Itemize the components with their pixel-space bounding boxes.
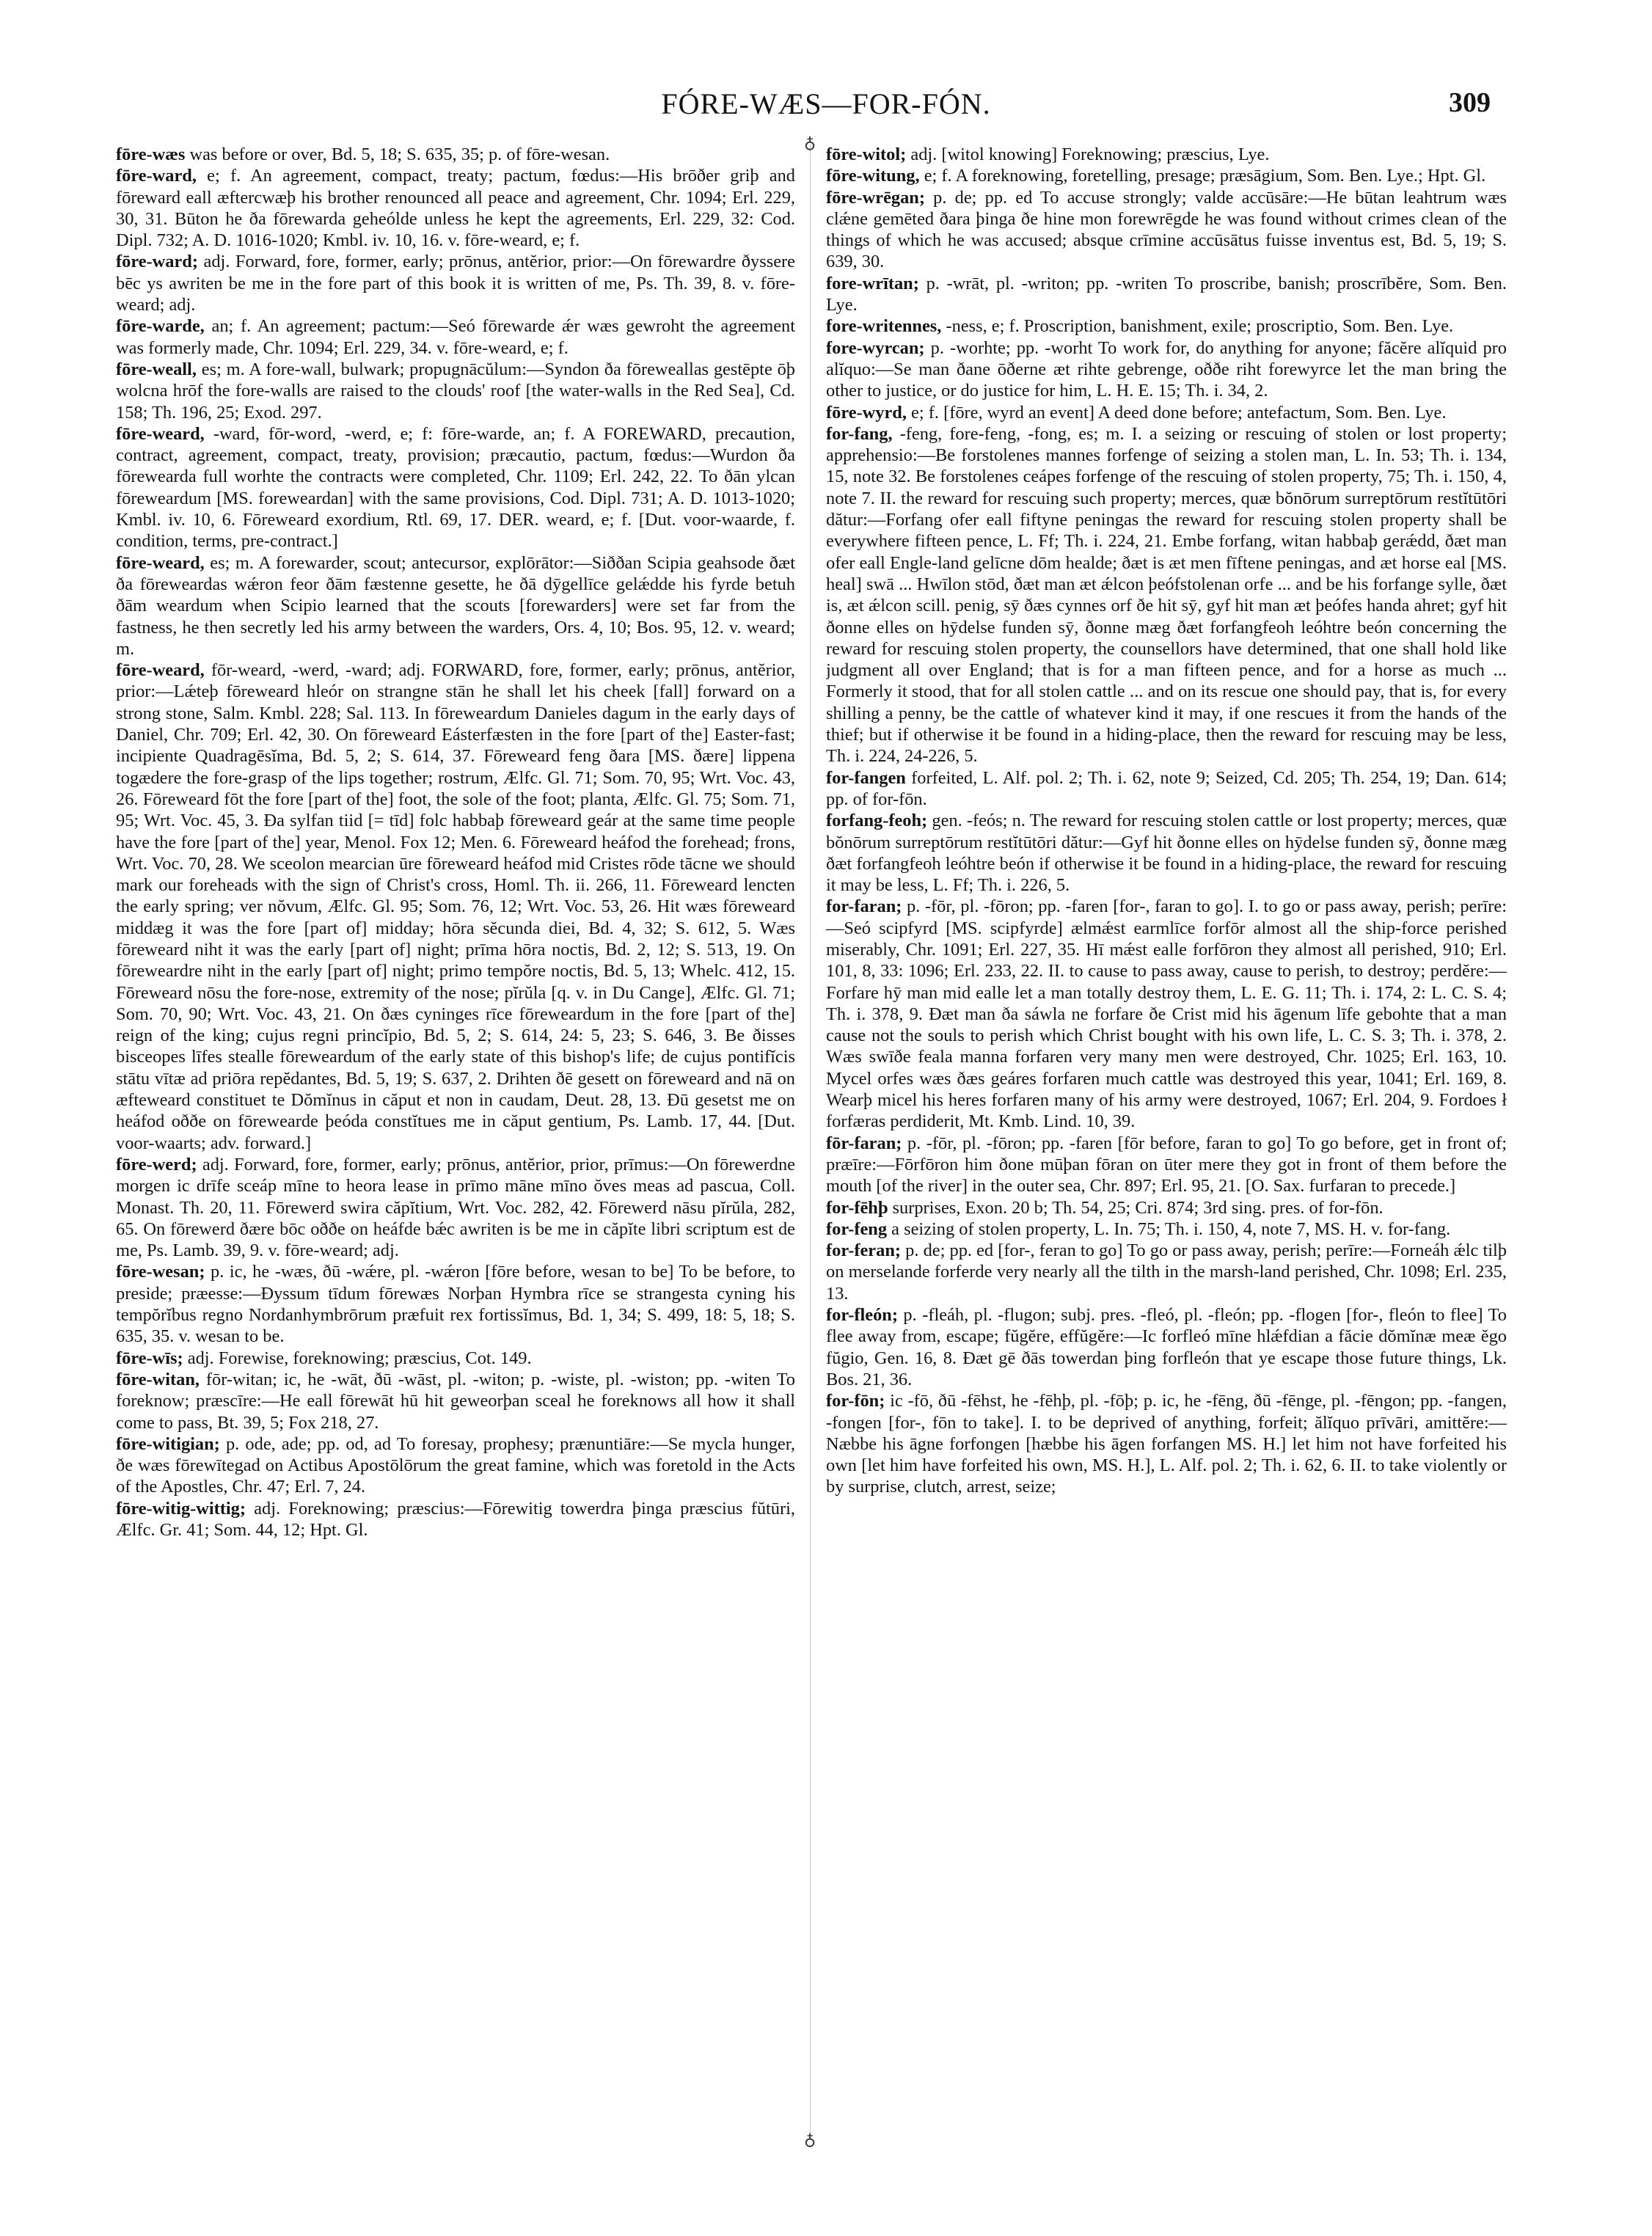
entry-definition: e; f. A foreknowing, foretelling, presage; præsāgium, Som. Ben. Lye.; Hpt. Gl.	[919, 166, 1486, 186]
entry-definition: fōr-weard, -werd, -ward; adj. FORWARD, fore, former, early; prōnus, antĕrior, prior:—Lǽteþ fōreweard hleór on strangne stān he shall let his cheek [fall] forward on a strong stone, Salm. Kmbl. 228; Sal. 113. In fōreweardum Danieles dagum in the early days of Daniel, Chr. 709; Erl. 42, 30. On fōreweard Eásterfæsten in the fore [part of the] Easter-fast; incipiente Quadragēsĭma, Bd. 5, 2; S. 614, 37. Fōreweard feng ðara [MS. ðære] lippena togædere the fore-grasp of the lips together; rostrum, Ælfc. Gl. 71; Som. 70, 95; Wrt. Voc. 43, 26. Fōreweard fōt the fore [part of the] foot, the sole of the foot; planta, Ælfc. Gl. 75; Som. 71, 95; Wrt. Voc. 45, 3. Ða sylfan tiid [= tīd] folc habbaþ fōreweard geár at the same time people have the fore [part of the] year, Menol. Fox 12; Men. 6. Fōreweard heáfod the forehead; frons, Wrt. Voc. 70, 28. We sceolon mearcian ūre fōreweard heáfod mid Cristes rōde tācne we should mark our foreheads with the sign of Christ's cross, Homl. Th. ii. 266, 11. Fōreweard lencten the early spring; ver nŏvum, Ælfc. Gl. 95; Som. 76, 12; Wrt. Voc. 53, 26. Hit wæs fōreweard middæg it was the fore [part of] midday; hōra sĕcunda diei, Bd. 4, 32; S. 612, 5. Wæs fōreweard niht it was the early [part of] night; prīma hōra noctis, Bd. 2, 12; S. 513, 19. On fōreweardre niht in the early [part of] night; primo tempŏre noctis, Bd. 5, 13; Whelc. 412, 15. Fōreweard nōsu the fore-nose, extremity of the nose; pĭrŭla [q. v. in Du Cange], Ælfc. Gl. 71; Som. 70, 90; Wrt. Voc. 43, 21. On ðæs cyninges rīce fōreweardum in the fore [part of the] reign of the king; cujus regni princĭpio, Bd. 5, 2; S. 614, 24: 5, 23; S. 646, 3. Be ðisses bisceopes līfes stealle fōreweardum of the early state of this bishop's life; de cujus pontifĭcis stātu vītæ ad priōra repĕdantes, Bd. 5, 19; S. 637, 2. Drihten ðē gesett on fōreweard and nā on æfteweard constituet te Dŏmĭnus in căput et non in caudam, Deut. 28, 13. Ðū gesetst me on heáfod oððe on fōrewearde þeóda constĭtues me in căput gentium, Ps. Lamb. 17, 44. [Dut. voor-waarts; adv. forward.]	[116, 660, 795, 1153]
dictionary-entry	[826, 767, 1507, 811]
dictionary-entry	[826, 1304, 1507, 1390]
entry-definition: p. -fōr, pl. -fōron; pp. -faren [for-, faran to go]. I. to go or pass away, perish; perīre:—Seó scipfyrd [MS. scipfyrde] ælmǽst earmlīce forfōr almost all the ship-force perished miserably, Chr. 1091; Erl. 227, 35. Hī mǽst ealle forfōron they almost all perished, 910; Erl. 101, 8, 33: 1096; Erl. 233, 22. II. to cause to pass away, cause to perish, to destroy; perdĕre:—Forfare hȳ man mid ealle let a man totally destroy them, L. E. G. 11; Th. i. 174, 2: L. C. S. 4; Th. i. 378, 9. Ðæt man ða sáwla ne forfare ðe Crist mid his āgenum līfe gebohte that a man cause not the souls to perish which Christ bought with his own life, L. C. S. 3; Th. i. 378, 2. Wæs swīðe feala manna forfaren very many men were destroyed, Chr. 1025; Erl. 163, 10. Mycel orfes wæs ðæs geáres forfaren much cattle was destroyed this year, 1041; Erl. 169, 8. Wearþ micel his heres forfaren many of his army were destroyed, 1067; Erl. 204, 9. Fordoes ł forfæras perdiderit, Mt. Kmb. Lind. 10, 39.	[826, 896, 1507, 1132]
dictionary-entry	[826, 337, 1507, 402]
dictionary-entry	[826, 423, 1507, 767]
entry-headword: fōre-witigian;	[116, 1433, 220, 1454]
dictionary-entry	[116, 1433, 795, 1498]
entry-headword: for-fangen	[826, 767, 906, 788]
entry-headword: fōre-weall,	[116, 359, 197, 379]
entry-definition: e; f. An agreement, compact, treaty; pactum, fœdus:—His brōðer griþ and fōreward eall æftercwæþ his brother renounced all peace and agreement, Chr. 1094; Erl. 229, 30, 31. Būton he ða fōrewarda geheólde unless he kept the agreements, Erl. 229, 32: Cod. Dipl. 732; A. D. 1016-1020; Kmbl. iv. 10, 16. v. fōre-weard, e; f.	[116, 166, 795, 251]
entry-definition: ic -fō, ðū -fēhst, he -fēhþ, pl. -fōþ; p. ic, he -fēng, ðū -fēnge, pl. -fēngon; pp. -fangen, -fongen [for-, fōn to take]. I. to be deprived of anything, forfeit; ălĭquo prīvāri, amittĕre:—Næbbe his āgne forfongen [hæbbe his āgen forfangen MS. H.] let him not have forfeited his own [let him have forfeited his own, MS. H.], L. Alf. pol. 2; Th. i. 62, 6. II. to take violently or by surprise, clutch, arrest, seize;	[826, 1391, 1507, 1497]
dictionary-entry	[116, 315, 795, 359]
dictionary-entry	[826, 810, 1507, 896]
entry-headword: fōre-weard,	[116, 660, 205, 681]
left-column	[116, 144, 795, 2124]
dictionary-entry	[116, 1261, 795, 1347]
entry-headword: fōre-weard,	[116, 423, 205, 444]
entry-headword: for-faran;	[826, 896, 902, 917]
entry-headword: fōre-wesan;	[116, 1262, 205, 1282]
column-divider	[810, 144, 811, 2139]
entry-definition: adj. [witol knowing] Foreknowing; præscius, Lye.	[906, 145, 1270, 164]
entry-definition: gen. -feós; n. The reward for rescuing stolen cattle or lost property; merces, quæ bŏnōrum surreptōrum restĭtūtōri dătur:—Gyf hit ðonne elles on hȳdelse funden sȳ, ðonne mæg ðæt forfangfeoh leóhtre beón if otherwise it be found in a hiding-place, the reward for rescuing it may be less, L. Ff; Th. i. 226, 5.	[826, 811, 1507, 896]
entry-definition: p. de; pp. ed To accuse strongly; valde accūsāre:—He būtan leahtrum wæs clǽne gemēted ðara þinga ðe hine mon forewrēgde he was found without crimes clean of the things of which he was accused; absque crīmine accūsātus fuisse inventus est, Bd. 5, 19; S. 639, 30.	[826, 187, 1507, 272]
entry-headword: fōre-weard,	[116, 552, 205, 573]
dictionary-entry	[826, 1390, 1507, 1497]
dictionary-entry	[826, 402, 1507, 423]
dictionary-entry	[826, 1197, 1507, 1219]
entry-definition: p. -wrāt, pl. -writon; pp. -writen To proscribe, banish; proscrībĕre, Som. Ben. Lye.	[826, 273, 1507, 315]
entry-headword: for-feran;	[826, 1241, 902, 1261]
entry-definition: adj. Foreknowing; præscius:—Fōrewitig towerdra þinga præscius fŭtūri, Ælfc. Gr. 41; Som. 44, 12; Hpt. Gl.	[116, 1498, 795, 1540]
entry-definition: p. -worhte; pp. -worht To work for, do anything for anyone; făcĕre alĭquid pro alĭquo:—Se man ðane ōðerne æt rihte gebrenge, oððe riht forewyrce let the man bring the other to justice, or do justice for him, L. H. E. 15; Th. i. 34, 2.	[826, 337, 1507, 401]
page-number: 309	[1449, 87, 1491, 118]
entry-headword: fōre-witol;	[826, 145, 907, 164]
entry-definition: adj. Forward, fore, former, early; prōnus, antĕrior, prior:—On fōrewardre ðyssere bēc ys awriten be me in the fore part of this book it is written of me, Ps. Th. 39, 8. v. fōre-weard; adj.	[116, 252, 795, 315]
entry-headword: fōre-witig-wittig;	[116, 1498, 246, 1519]
dictionary-entry	[116, 251, 795, 315]
dictionary-entry	[116, 423, 795, 552]
dictionary-entry	[116, 1369, 795, 1433]
entry-headword: fōre-ward,	[116, 166, 197, 186]
entry-headword: fōre-wīs;	[116, 1348, 183, 1368]
entry-definition: -ward, fōr-word, -werd, e; f: fōre-warde, an; f. A FOREWARD, precaution, contract, agreement, compact, treaty, provision; præcautio, pactum, fœdus:—Wurdon ða fōrewearda full worhte the contracts were completed, Chr. 1109; Erl. 242, 22. To ðān ylcan fōreweardum [MS. foreweardan] with the same provisions, Cod. Dipl. 731; A. D. 1013-1020; Kmbl. iv. 10, 6. Fōreweard exordium, Rtl. 69, 17. DER. weard, e; f. [Dut. voor-waarde, f. condition, terms, pre-contract.]	[116, 423, 795, 552]
entry-definition: adj. Forewise, foreknowing; præscius, Cot. 149.	[183, 1348, 532, 1368]
dictionary-entry	[116, 552, 795, 660]
entry-definition: es; m. A forewarder, scout; antecursor, explōrātor:—Siððan Scipia geahsode ðæt ða fōreweardas wǽron feor ðām fæstenne gesette, he ðā dȳgellīce gelǽdde his fyrde betuh ðām weardum when Scipio learned that the scouts [forewarders] were set far from the fastness, he then secretly led his army between the warders, Ors. 4, 10; Bos. 95, 12. v. weard; m.	[116, 552, 795, 659]
entry-definition: forfeited, L. Alf. pol. 2; Th. i. 62, note 9; Seized, Cd. 205; Th. 254, 19; Dan. 614; pp. of for-fōn.	[826, 767, 1507, 809]
dictionary-entry	[826, 165, 1507, 186]
entry-headword: fōre-ward;	[116, 252, 198, 272]
entry-headword: fore-wyrcan;	[826, 337, 925, 358]
right-column	[826, 144, 1507, 2124]
dictionary-entry	[826, 1133, 1507, 1197]
entry-headword: forfang-feoh;	[826, 811, 928, 831]
entry-definition: -feng, fore-feng, -fong, es; m. I. a seizing or rescuing of stolen or lost property; apprehensio:—Be forstolenes mannes forfenge of seizing a stolen man, L. In. 53; Th. i. 134, 15, note 32. Be forstolenes ceápes forfenge of the rescuing of stolen property, 75; Th. i. 150, 4, note 7. II. the reward for rescuing such property; merces, quæ bŏnōrum surreptōrum restĭtūtōri dătur:—Forfang ofer eall fiftyne peningas the reward for rescuing stolen property shall be everywhere fifteen pence, L. Ff; Th. i. 224, 21. Embe forfang, witan habbaþ gerǽdd, ðæt man ofer eall Engle-land gelīcne dōm healde; ðæt is æt men fīftene peningas, and æt horse eal [MS. heal] swā ... Hwīlon stōd, ðæt man æt ǽlcon þeófstolenan orfe ... and be his forfange sylle, ðæt is, æt ǽlcon scill. penig, sȳ ðæs cynnes orf ðe hit sȳ, gyf hit man æt þeófes handa ahret; gyf hit ðonne elles on hȳdelse funden sȳ, ðonne mæg ðæt forfangfeoh leóhtre beón concerning the reward for rescuing stolen property, the counsellors have determined, that one shall hold like judgment all over England; that is for a man fifteen pence, and for a horse as much ... Formerly it stood, that for all stolen cattle ... and on its rescue one should pay, that is, for every shilling a penny, be the cattle of whatever kind it may, if one rescues it from the hands of the thief; but if otherwise it be found in a hiding-place, then the reward for rescuing may be less, Th. i. 224, 24-226, 5.	[826, 423, 1507, 767]
ornament-bottom-icon: ♁	[803, 2130, 816, 2149]
entry-definition: p. -fleáh, pl. -flugon; subj. pres. -fleó, pl. -fleón; pp. -flogen [for-, fleón to flee] To flee away from, escape; fŭgĕre, effŭgĕre:—Ic forfleó mīne hlǽfdian a făcie dŏmĭnæ meæ ĕgo fŭgio, Gen. 16, 8. Ðæt gē ðās towerdan þing forfleón that ye escape those future things, Lk. Bos. 21, 36.	[826, 1305, 1507, 1389]
dictionary-entry	[826, 1219, 1507, 1240]
dictionary-entry	[116, 1154, 795, 1261]
entry-headword: fōre-witung,	[826, 166, 920, 186]
dictionary-entry	[116, 1348, 795, 1369]
entry-definition: e; f. [fōre, wyrd an event] A deed done before; antefactum, Som. Ben. Lye.	[906, 402, 1447, 423]
dictionary-entry	[826, 144, 1507, 165]
entry-definition: p. ic, he -wæs, ðū -wǽre, pl. -wǽron [fōre before, wesan to be] To be before, to preside; præesse:—Ðyssum tīdum fōrewæs Norþan Hymbra rīce se strangesta cyning his tempŏrĭbus regno Nordanhymbrōrum præfuit rex fortissĭmus, Bd. 1, 34; S. 499, 18: 5, 18; S. 635, 35. v. wesan to be.	[116, 1262, 795, 1347]
entry-headword: for-feng	[826, 1219, 888, 1239]
entry-headword: fōre-wæs	[116, 145, 186, 164]
dictionary-entry	[826, 896, 1507, 1132]
entry-headword: for-fōn;	[826, 1391, 885, 1411]
ornament-top-icon: ♁	[803, 134, 816, 152]
entry-headword: for-fēhþ	[826, 1197, 888, 1218]
dictionary-entry	[116, 165, 795, 251]
entry-definition: fōr-witan; ic, he -wāt, ðū -wāst, pl. -witon; p. -wiste, pl. -wiston; pp. -witen To foreknow; præscīre:—He eall fōrewāt hū hit geweorþan sceal he foreknows all how it shall come to pass, Bt. 39, 5; Fox 218, 27.	[116, 1369, 795, 1433]
entry-definition: was before or over, Bd. 5, 18; S. 635, 35; p. of fōre-wesan.	[185, 145, 610, 164]
dictionary-entry	[116, 359, 795, 423]
entry-headword: fore-writennes,	[826, 316, 942, 337]
dictionary-entry	[116, 1498, 795, 1541]
dictionary-entry	[116, 660, 795, 1154]
entry-definition: p. -fōr, pl. -fōron; pp. -faren [fōr before, faran to go] To go before, get in front of; præīre:—Fōrfōron him ðone mūþan fōran on ūter mere they got in front of them before the mouth [of the river] in the outer sea, Chr. 897; Erl. 95, 21. [O. Sax. furfaran to precede.]	[826, 1133, 1507, 1196]
dictionary-entry	[826, 315, 1507, 337]
entry-headword: for-fleón;	[826, 1305, 898, 1326]
entry-definition: es; m. A fore-wall, bulwark; propugnācŭlum:—Syndon ða fōreweallas gestēpte ōþ wolcna hrōf the fore-walls are raised to the clouds' roof [the water-walls in the Red Sea], Cd. 158; Th. 196, 25; Exod. 297.	[116, 359, 795, 423]
entry-headword: for-fang,	[826, 423, 893, 444]
page-header	[0, 87, 1652, 131]
entry-headword: fōre-warde,	[116, 316, 205, 337]
entry-definition: surprises, Exon. 20 b; Th. 54, 25; Cri. 874; 3rd sing. pres. of for-fōn.	[888, 1197, 1384, 1218]
entry-definition: -ness, e; f. Proscription, banishment, exile; proscriptio, Som. Ben. Lye.	[941, 316, 1454, 337]
dictionary-entry	[826, 187, 1507, 273]
entry-definition: adj. Forward, fore, former, early; prōnus, antĕrior, prior, prīmus:—On fōrewerdne morgen ic drīfe sceáp mīne to heora lease in prīmo māne mīno ŏves meas ad pascua, Coll. Monast. Th. 20, 11. Fōrewerd swira căpĭtium, Wrt. Voc. 282, 42. Fōrewerd nāsu pĭrŭla, 282, 65. On fōrewerd ðære bōc oððe on heáfde bǽc awriten is be me in căpĭte libri scriptum est de me, Ps. Lamb. 39, 9. v. fōre-weard; adj.	[116, 1154, 795, 1261]
dictionary-entry	[116, 144, 795, 165]
entry-headword: fōr-faran;	[826, 1133, 902, 1153]
entry-headword: fōre-wrēgan;	[826, 187, 925, 208]
entry-headword: fore-wrītan;	[826, 273, 919, 293]
page-title: FÓRE-WÆS—FOR-FÓN.	[661, 87, 991, 120]
entry-headword: fōre-werd;	[116, 1154, 197, 1174]
entry-headword: fōre-wyrd,	[826, 402, 907, 423]
entry-definition: a seizing of stolen property, L. In. 75; Th. i. 150, 4, note 7, MS. H. v. for-fang.	[887, 1219, 1451, 1239]
dictionary-entry	[826, 1240, 1507, 1304]
dictionary-entry	[826, 273, 1507, 316]
entry-definition: p. de; pp. ed [for-, feran to go] To go or pass away, perish; perīre:—Forneáh ǽlc tilþ on merselande forferde very nearly all the tilth in the marsh-land perished, Chr. 1098; Erl. 235, 13.	[826, 1241, 1507, 1304]
entry-definition: an; f. An agreement; pactum:—Seó fōrewarde ǽr wæs gewroht the agreement was formerly made, Chr. 1094; Erl. 229, 34. v. fōre-weard, e; f.	[116, 316, 795, 358]
entry-definition: p. ode, ade; pp. od, ad To foresay, prophesy; prænuntiāre:—Se mycla hunger, ðe wæs fōrewītegad on Actibus Apostōlōrum the great famine, which was foretold in the Acts of the Apostles, Chr. 47; Erl. 7, 24.	[116, 1433, 795, 1497]
entry-headword: fōre-witan,	[116, 1369, 200, 1389]
